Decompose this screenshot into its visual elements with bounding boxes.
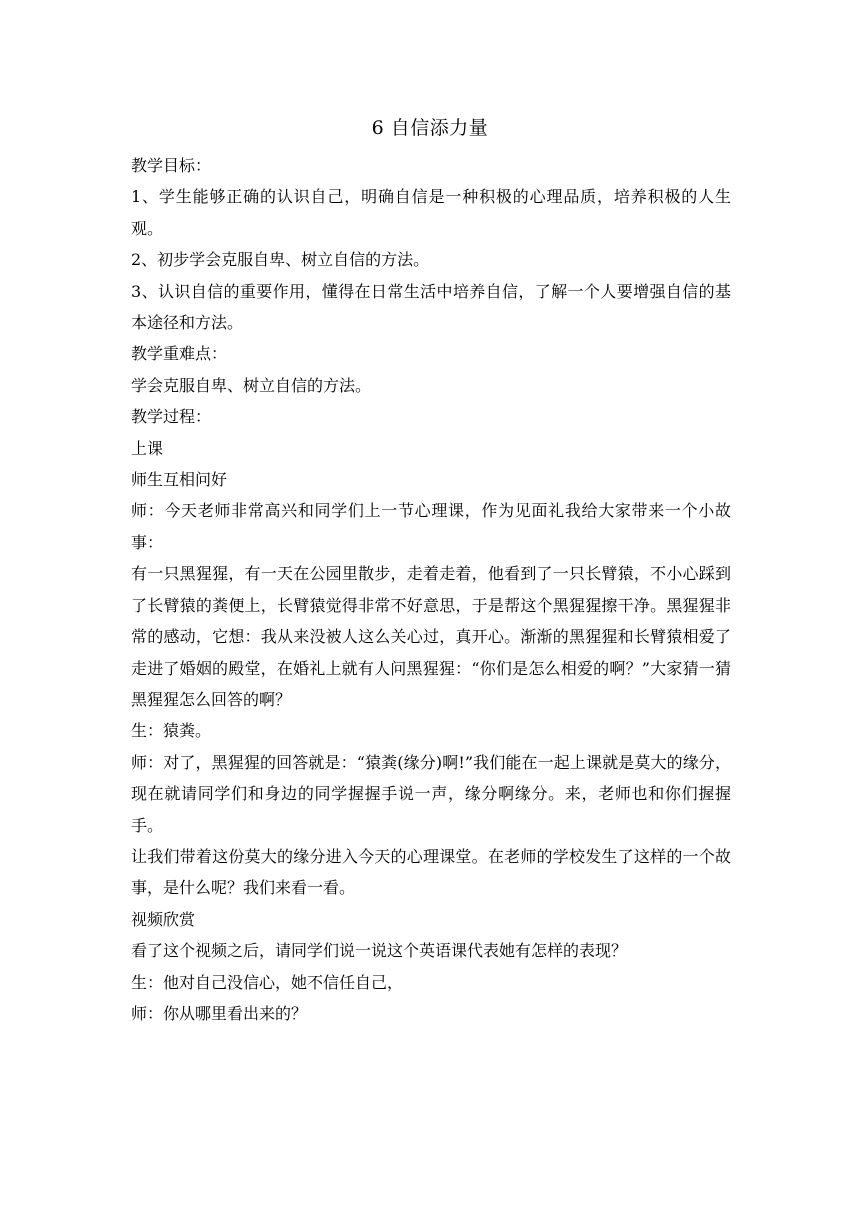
paragraph-objective-2: 2、初步学会克服自卑、树立自信的方法。 — [131, 250, 430, 270]
paragraph-story: 有一只黑猩猩，有一天在公园里散步，走着走着，他看到了一只长臂猿，不小心踩到了长臂猿的粪便上，长臂猿觉得非常不好意思，于是帮这个黑猩猩擦干净。黑猩猩非常的感动，它想：我从来没被人这么关心过，真开心。渐渐的黑猩猩和长臂猿相爱了走进了婚姻的殿堂，在婚礼上就有人问黑猩猩：“你们是怎么相爱的啊？”大家猜一猜黑猩猩怎么回答的啊？ — [131, 564, 731, 709]
paragraph-class-start: 上课 — [131, 438, 164, 458]
document-body — [131, 150, 731, 1029]
page-title: 6 自信添力量 — [371, 117, 489, 139]
paragraph-key-points-heading: 教学重难点： — [131, 344, 228, 364]
paragraph-process-heading: 教学过程： — [131, 407, 212, 427]
paragraph-student-reply: 生：他对自己没信心，她不信任自己， — [131, 972, 404, 992]
paragraph-greeting: 师生互相问好 — [131, 470, 228, 490]
paragraph-key-points: 学会克服自卑、树立自信的方法。 — [131, 375, 372, 395]
paragraph-video-heading: 视频欣赏 — [131, 909, 196, 929]
paragraph-video-question: 看了这个视频之后，请同学们说一说这个英语课代表她有怎样的表现？ — [131, 941, 628, 961]
paragraph-student-answer: 生：猿粪。 — [131, 721, 212, 741]
paragraph-teacher-response: 师：对了，黑猩猩的回答就是：“猿粪(缘分)啊!”我们能在一起上课就是莫大的缘分，现在就请同学们和身边的同学握握手说一声，缘分啊缘分。来，老师也和你们握握手。 — [131, 752, 731, 835]
paragraph-objective-1: 1、学生能够正确的认识自己，明确自信是一种积极的心理品质，培养积极的人生观。 — [131, 187, 731, 238]
paragraph-objectives-heading: 教学目标： — [131, 156, 212, 175]
paragraph-teacher-question: 师：你从哪里看出来的？ — [131, 1003, 308, 1023]
paragraph-transition: 让我们带着这份莫大的缘分进入今天的心理课堂。在老师的学校发生了这样的一个故事，是什么呢？我们来看一看。 — [131, 846, 731, 898]
paragraph-teacher-intro: 师：今天老师非常高兴和同学们上一节心理课，作为见面礼我给大家带来一个小故事： — [131, 501, 731, 552]
paragraph-objective-3: 3、认识自信的重要作用，懂得在日常生活中培养自信，了解一个人要增强自信的基本途径和方法。 — [131, 281, 731, 333]
